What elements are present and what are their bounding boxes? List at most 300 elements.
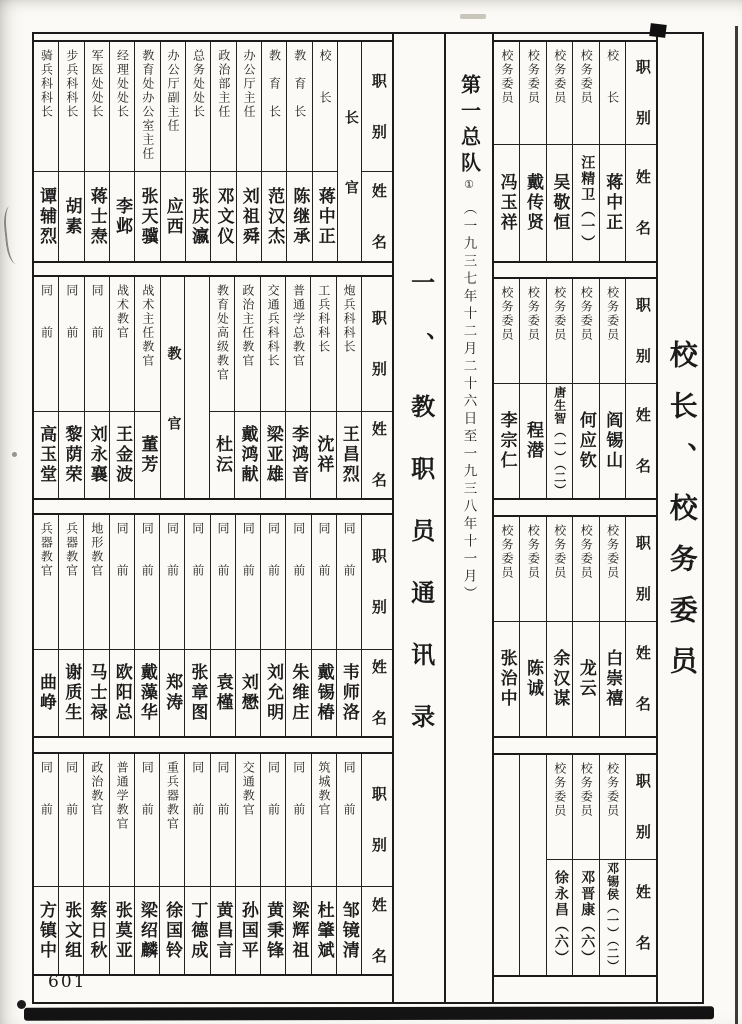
name-header-label: 姓 名 (633, 407, 650, 475)
name-text: 张莫亚 (112, 900, 132, 961)
name-text: 邓文仪 (214, 186, 234, 247)
name-cell (85, 172, 109, 261)
name-cell (494, 145, 519, 261)
scan-artifact-bottom-band (24, 1006, 714, 1020)
role-cell (160, 754, 184, 887)
name-text: 梁亚雄 (263, 425, 283, 485)
role-text: 同 前 (316, 522, 331, 578)
entry-column (494, 517, 520, 736)
name-cell (337, 412, 361, 498)
role-text: 政治教官 (89, 761, 104, 817)
role-text: 教育处办公室主任 (140, 49, 155, 161)
name-cell (211, 650, 235, 736)
name-text: 袁槿 (213, 673, 233, 713)
role-cell (312, 515, 336, 650)
entry-column (312, 515, 337, 736)
entry-column (84, 754, 109, 974)
header-column (362, 277, 392, 498)
name-cell (520, 622, 545, 736)
name-header-cell (362, 650, 392, 736)
role-cell (261, 277, 285, 412)
name-text: 董芳 (138, 435, 158, 475)
role-text: 办公厅主任 (242, 49, 257, 119)
name-text: 欧阳总 (112, 663, 132, 723)
entry-column (110, 754, 135, 974)
role-header-label: 职 别 (369, 72, 386, 141)
name-cell (547, 384, 572, 498)
name-cell (84, 650, 108, 736)
section-heading-strip (394, 32, 444, 1004)
role-cell (262, 42, 286, 172)
name-text: 胡素 (62, 196, 82, 237)
entry-column (110, 277, 135, 498)
entry-column (600, 279, 626, 498)
role-text: 校务委员 (552, 762, 567, 818)
entry-column (34, 277, 59, 498)
header-column (626, 755, 656, 975)
role-text: 教 育 长 (267, 49, 282, 119)
role-text: 校务委员 (605, 524, 620, 580)
subsection-date-range: （一九三七年十二月二十六日至一九三八年十一月） (461, 201, 477, 604)
name-header-cell (362, 887, 392, 974)
name-text: 徐国铃 (163, 900, 183, 961)
role-text: 交通兵科科长 (266, 284, 281, 368)
name-cell (520, 145, 545, 261)
entry-column (286, 277, 311, 498)
role-header-label: 职 别 (633, 59, 650, 127)
entry-column (520, 279, 546, 498)
role-text: 步兵科科长 (64, 49, 79, 119)
name-cell (547, 860, 572, 975)
name-cell (312, 650, 336, 736)
name-text: 应西 (163, 196, 183, 237)
name-text: 蒋士焘 (87, 186, 107, 247)
name-cell (211, 172, 235, 261)
role-cell (160, 515, 184, 650)
header-column (626, 279, 656, 498)
role-cell (135, 515, 159, 650)
name-cell (547, 145, 572, 261)
role-header-cell (626, 755, 656, 860)
table-block (32, 513, 394, 738)
name-cell (236, 650, 260, 736)
name-text: 邹镜清 (339, 900, 359, 961)
entry-column (135, 515, 160, 736)
name-cell (313, 172, 337, 261)
role-text: 军医处处长 (90, 49, 105, 119)
role-header-cell (626, 279, 656, 384)
name-text: 戴鸿献 (238, 425, 258, 485)
scan-artifact-smudge (460, 14, 486, 19)
name-cell (311, 412, 335, 498)
name-header-cell (626, 622, 656, 736)
name-text: 谭辅烈 (37, 186, 57, 247)
entry-column (573, 517, 599, 736)
entry-column (520, 42, 546, 261)
table-block (492, 277, 658, 500)
role-cell (59, 277, 83, 412)
role-cell (286, 754, 310, 887)
entry-column (311, 277, 336, 498)
name-cell (236, 887, 260, 974)
name-text: 韦师洛 (339, 663, 359, 723)
name-text: 戴锡椿 (314, 663, 334, 723)
name-text: 蒋中正 (603, 173, 623, 233)
scan-artifact-corner-mark (649, 23, 666, 38)
role-text: 校务委员 (579, 49, 594, 105)
name-text: 黄秉锋 (264, 900, 284, 961)
scan-artifact-smudge (2, 205, 24, 264)
name-text: 朱维庄 (289, 663, 309, 723)
table-block (492, 40, 658, 263)
role-cell (312, 754, 336, 887)
header-column (626, 42, 656, 261)
name-header-label: 姓 名 (369, 182, 386, 251)
name-text: 李宗仁 (497, 411, 517, 471)
entry-column (236, 754, 261, 974)
name-text: 徐永昌（六） (552, 869, 568, 966)
role-cell (84, 754, 108, 887)
role-text: 校务委员 (499, 524, 514, 580)
name-cell (286, 412, 310, 498)
role-text: 校务委员 (526, 286, 541, 342)
entry-column (547, 279, 573, 498)
role-cell (337, 515, 361, 650)
name-text: 邓晋康（六） (579, 869, 595, 966)
role-cell (34, 277, 58, 412)
name-text: 白崇禧 (603, 649, 623, 709)
name-text: 冯玉祥 (497, 173, 517, 233)
name-header-cell (626, 384, 656, 498)
subsection-title: 第一总队 (457, 74, 480, 178)
role-cell (287, 42, 311, 172)
entry-column (160, 754, 185, 974)
name-cell (185, 650, 209, 736)
role-cell (110, 42, 134, 172)
entry-column (235, 277, 260, 498)
name-text: 蔡日秋 (87, 900, 107, 961)
entry-column (85, 42, 110, 261)
name-cell (135, 172, 159, 261)
role-text: 同 前 (216, 522, 230, 578)
role-text: 校务委员 (526, 524, 541, 580)
role-text: 教育处高级教官 (215, 284, 230, 382)
role-cell (59, 515, 83, 650)
role-header-label: 职 别 (369, 548, 386, 616)
name-header-label: 姓 名 (633, 645, 650, 713)
name-text: 张庆瀛 (189, 186, 209, 247)
name-cell (160, 650, 184, 736)
name-cell (337, 887, 361, 974)
role-text: 教 育 长 (292, 49, 307, 119)
name-text: 陈诚 (524, 659, 543, 699)
role-header-cell (362, 754, 392, 887)
empty-column (185, 277, 210, 498)
role-cell (547, 42, 572, 145)
name-cell (262, 172, 286, 261)
role-header-label: 职 别 (633, 773, 650, 841)
name-cell (34, 172, 58, 261)
name-cell (85, 412, 109, 498)
name-cell (287, 172, 311, 261)
name-text: 丁德成 (188, 900, 208, 961)
entry-column (84, 515, 109, 736)
name-header-label: 姓 名 (369, 896, 386, 965)
entry-column (34, 754, 59, 974)
role-text: 政治部主任 (216, 49, 231, 119)
entry-column (135, 42, 160, 261)
name-text: 程潜 (524, 421, 543, 461)
name-text: 高玉堂 (37, 425, 57, 485)
role-text: 交通教官 (241, 761, 256, 817)
role-text: 同 前 (39, 761, 54, 817)
role-cell (210, 277, 234, 412)
entry-column (287, 42, 312, 261)
role-header-label: 职 别 (369, 310, 386, 378)
name-text: 邓锡侯（一）（二） (605, 862, 620, 973)
name-cell (573, 145, 598, 261)
name-cell (573, 384, 598, 498)
role-cell (186, 42, 210, 172)
role-cell (547, 279, 572, 384)
entry-column (135, 754, 160, 974)
name-text: 张文组 (62, 900, 82, 961)
name-text: 龙云 (576, 659, 596, 699)
entry-column (59, 42, 84, 261)
name-header-label: 姓 名 (369, 659, 386, 727)
name-text: 范汉杰 (265, 186, 285, 247)
name-cell (110, 887, 134, 974)
empty-column (494, 755, 520, 975)
role-cell (313, 42, 337, 172)
role-text: 校务委员 (552, 286, 567, 342)
role-text: 校务委员 (526, 49, 541, 105)
header-column (362, 42, 392, 261)
entry-column (573, 279, 599, 498)
name-header-label: 姓 名 (369, 421, 386, 489)
role-cell (286, 515, 310, 650)
role-cell (236, 515, 260, 650)
role-text: 校务委员 (552, 524, 567, 580)
entry-column (494, 279, 520, 498)
role-cell (573, 279, 598, 384)
scan-artifact-dot (17, 1000, 26, 1009)
role-text: 同 前 (342, 761, 357, 817)
name-text: 谢质生 (62, 663, 82, 723)
name-text: 张治中 (497, 649, 517, 709)
role-cell (211, 754, 235, 887)
entry-column (211, 42, 236, 261)
role-cell (573, 755, 598, 860)
role-text: 办公厅副主任 (166, 49, 181, 133)
name-cell (312, 887, 336, 974)
name-cell (59, 172, 83, 261)
role-cell (286, 277, 310, 412)
name-cell (210, 412, 234, 498)
role-cell (261, 515, 285, 650)
entry-column (185, 515, 210, 736)
name-cell (135, 412, 159, 498)
header-column (362, 754, 392, 974)
role-text: 战术教官 (115, 284, 130, 340)
role-text: 校务委员 (499, 49, 514, 105)
name-text: 戴传贤 (524, 173, 543, 233)
name-cell (110, 412, 134, 498)
role-text: 普通学总教官 (291, 284, 306, 368)
entry-column (600, 517, 626, 736)
entry-column (286, 754, 311, 974)
name-text: 汪精卫（一） (579, 155, 595, 251)
subsection (444, 32, 492, 1004)
name-header-label: 姓 名 (633, 883, 650, 952)
entry-column (160, 515, 185, 736)
entry-column (547, 755, 573, 975)
role-cell (85, 42, 109, 172)
name-cell (59, 650, 83, 736)
role-text: 重兵器教官 (165, 761, 180, 831)
name-text: 杜肇斌 (314, 900, 334, 961)
role-cell (84, 515, 108, 650)
name-cell (600, 860, 625, 975)
name-text: 陈继承 (290, 186, 310, 247)
role-text: 同 前 (165, 522, 180, 578)
entry-column (210, 277, 235, 498)
role-cell (161, 42, 185, 172)
role-header-cell (362, 515, 392, 650)
role-cell (34, 42, 58, 172)
role-cell (237, 42, 261, 172)
role-text: 同 前 (140, 761, 155, 817)
name-text: 蒋中正 (315, 186, 335, 247)
name-text: 刘懋 (238, 673, 258, 713)
entry-column (494, 42, 520, 261)
role-cell (520, 42, 545, 145)
entry-column (59, 277, 84, 498)
role-cell (135, 754, 159, 887)
scan-artifact-dot (12, 452, 17, 457)
entry-column (211, 754, 236, 974)
role-cell (337, 277, 361, 412)
role-cell (600, 755, 625, 860)
page-number: 601 (48, 972, 87, 992)
role-cell (261, 754, 285, 887)
name-cell (59, 412, 83, 498)
role-cell (185, 754, 209, 887)
name-text: 孙国平 (238, 900, 258, 961)
role-cell (494, 279, 519, 384)
entry-column (85, 277, 110, 498)
role-cell (494, 42, 519, 145)
role-text: 同 前 (342, 522, 357, 578)
name-text: 刘祖舜 (239, 186, 259, 247)
role-text: 兵器教官 (64, 522, 79, 578)
role-text: 兵器教官 (39, 522, 54, 578)
role-text: 炮兵科科长 (342, 284, 357, 354)
category-label: 教 官 (165, 345, 181, 430)
entry-column (211, 515, 236, 736)
name-text: 梁辉祖 (289, 900, 309, 961)
role-header-cell (362, 277, 392, 412)
role-cell (110, 277, 134, 412)
name-text: 李鸿音 (289, 425, 309, 485)
entry-column (261, 277, 286, 498)
name-text: 张章图 (188, 663, 208, 723)
role-cell (211, 515, 235, 650)
role-text: 同 前 (291, 761, 306, 817)
role-text: 同 前 (64, 284, 79, 340)
entry-column (547, 42, 573, 261)
empty-column (520, 755, 546, 975)
table-block (32, 275, 394, 500)
entry-column (261, 515, 286, 736)
entry-column (573, 42, 599, 261)
role-text: 同 前 (140, 522, 155, 578)
entry-column (262, 42, 287, 261)
entry-column (186, 42, 211, 261)
footnote-mark: ① (462, 178, 475, 191)
entry-column (547, 517, 573, 736)
entry-column (237, 42, 262, 261)
name-cell (286, 887, 310, 974)
role-cell (573, 42, 598, 145)
role-header-cell (626, 42, 656, 145)
name-text: 梁绍麟 (137, 900, 157, 961)
name-text: 沈祥 (314, 435, 334, 475)
role-text: 同 前 (190, 522, 205, 578)
role-cell (520, 279, 545, 384)
name-cell (494, 622, 519, 736)
role-text: 同 前 (64, 761, 79, 817)
category-cell (338, 42, 361, 261)
entry-column (261, 754, 286, 974)
entry-column (59, 754, 84, 974)
role-text: 骑兵科科长 (39, 49, 54, 119)
role-header-label: 职 别 (633, 297, 650, 365)
role-cell (59, 42, 83, 172)
name-cell (186, 172, 210, 261)
name-text: 刘永襄 (87, 425, 107, 485)
role-cell (59, 754, 83, 887)
role-cell (600, 42, 625, 145)
role-header-label: 职 别 (633, 535, 650, 603)
role-text: 校务委员 (579, 762, 594, 818)
name-text: 吴敬恒 (550, 173, 570, 233)
name-cell (211, 887, 235, 974)
role-text: 校务委员 (605, 762, 620, 818)
name-cell (573, 860, 598, 975)
role-text: 筑城教官 (316, 761, 331, 817)
role-cell (337, 754, 361, 887)
role-cell (211, 42, 235, 172)
role-text: 同 前 (216, 761, 230, 817)
entry-column (110, 515, 135, 736)
entry-column (34, 515, 59, 736)
name-cell (185, 887, 209, 974)
name-text: 李邺 (113, 196, 133, 237)
role-text: 校务委员 (605, 286, 620, 342)
role-text: 普通学教官 (115, 761, 130, 831)
role-text: 同 前 (190, 761, 205, 817)
header-column (362, 515, 392, 736)
role-cell (135, 42, 159, 172)
role-text: 校 长 (605, 49, 620, 105)
name-cell (59, 887, 83, 974)
section-heading: 一、教职员通讯录 (406, 270, 433, 766)
role-text: 校务委员 (499, 286, 514, 342)
role-cell (236, 754, 260, 887)
header-column (626, 517, 656, 736)
name-header-cell (362, 172, 392, 261)
